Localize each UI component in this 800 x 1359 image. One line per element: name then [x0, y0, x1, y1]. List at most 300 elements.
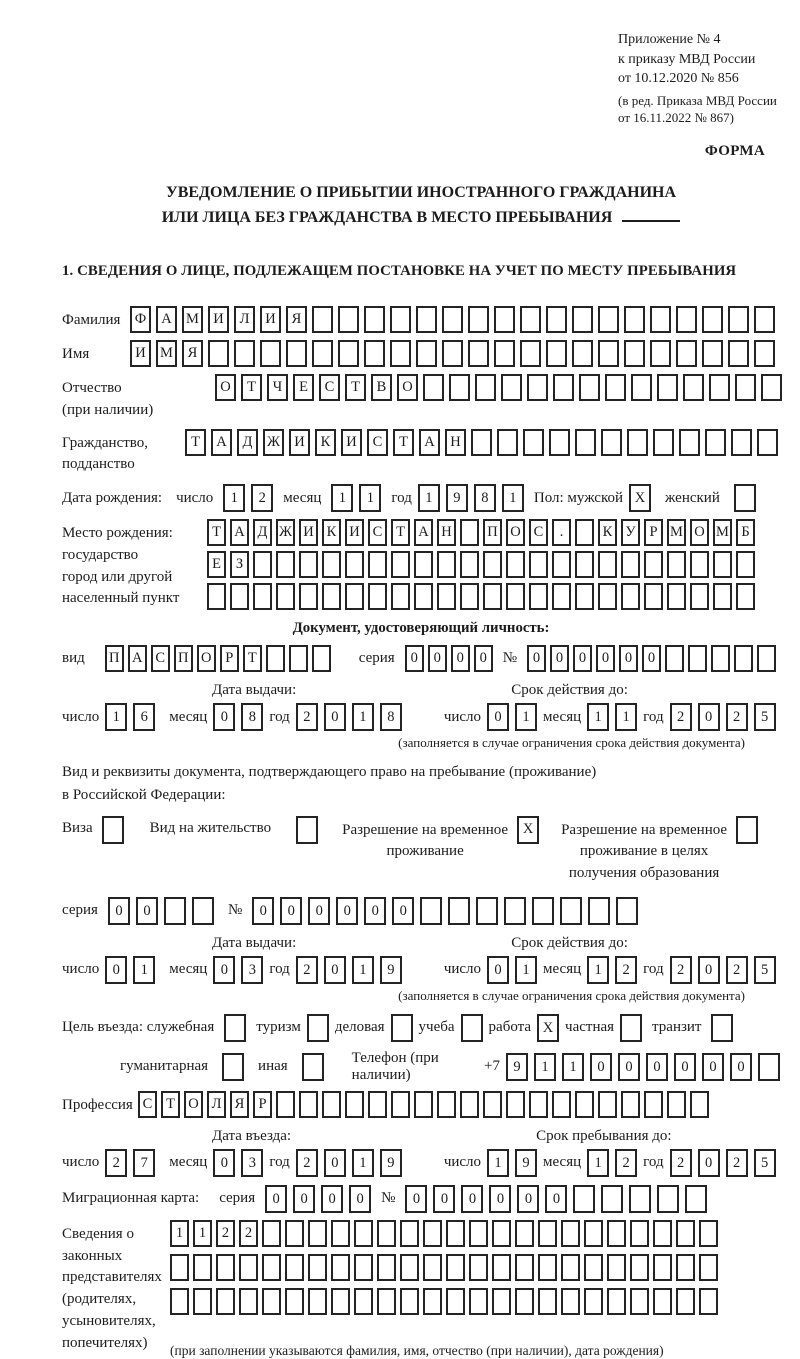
- char-cell[interactable]: [368, 583, 387, 610]
- char-cell[interactable]: М: [667, 519, 686, 546]
- char-cell[interactable]: [338, 340, 359, 367]
- char-cell[interactable]: 2: [216, 1220, 235, 1247]
- char-cell[interactable]: [262, 1220, 281, 1247]
- char-cell[interactable]: 0: [324, 703, 346, 731]
- char-cell[interactable]: [699, 1220, 718, 1247]
- char-cell[interactable]: 3: [241, 1149, 263, 1177]
- char-cell[interactable]: И: [289, 429, 310, 456]
- char-cell[interactable]: [731, 429, 752, 456]
- char-cell[interactable]: [690, 583, 709, 610]
- char-cell[interactable]: [538, 1288, 557, 1315]
- char-cell[interactable]: Т: [391, 519, 410, 546]
- char-cell[interactable]: [575, 583, 594, 610]
- char-cell[interactable]: С: [138, 1091, 157, 1118]
- char-cell[interactable]: Я: [182, 340, 203, 367]
- char-cell[interactable]: [735, 374, 756, 401]
- char-cell[interactable]: [377, 1288, 396, 1315]
- char-cell[interactable]: М: [156, 340, 177, 367]
- char-cell[interactable]: 9: [515, 1149, 537, 1177]
- char-cell[interactable]: [709, 374, 730, 401]
- char-cell[interactable]: [630, 1254, 649, 1281]
- char-cell[interactable]: И: [208, 306, 229, 333]
- char-cell[interactable]: [616, 897, 638, 925]
- char-cell[interactable]: [546, 340, 567, 367]
- char-cell[interactable]: 2: [296, 703, 318, 731]
- char-cell[interactable]: [193, 1288, 212, 1315]
- char-cell[interactable]: [299, 551, 318, 578]
- char-cell[interactable]: 1: [418, 484, 440, 512]
- char-cell[interactable]: П: [483, 519, 502, 546]
- char-cell[interactable]: 0: [308, 897, 330, 925]
- char-cell[interactable]: [653, 429, 674, 456]
- char-cell[interactable]: Л: [207, 1091, 226, 1118]
- char-cell[interactable]: 8: [474, 484, 496, 512]
- char-cell[interactable]: Я: [230, 1091, 249, 1118]
- char-cell[interactable]: [193, 1254, 212, 1281]
- char-cell[interactable]: И: [130, 340, 151, 367]
- char-cell[interactable]: 1: [487, 1149, 509, 1177]
- char-cell[interactable]: [761, 374, 782, 401]
- char-cell[interactable]: [448, 897, 470, 925]
- char-cell[interactable]: [529, 583, 548, 610]
- char-cell[interactable]: О: [690, 519, 709, 546]
- char-cell[interactable]: [561, 1220, 580, 1247]
- char-cell[interactable]: [621, 551, 640, 578]
- char-cell[interactable]: 2: [670, 956, 692, 984]
- char-cell[interactable]: [437, 583, 456, 610]
- char-cell[interactable]: 1: [515, 703, 537, 731]
- char-cell[interactable]: [607, 1220, 626, 1247]
- char-cell[interactable]: [442, 340, 463, 367]
- char-cell[interactable]: [711, 645, 730, 672]
- char-cell[interactable]: [685, 1185, 707, 1213]
- char-cell[interactable]: [494, 306, 515, 333]
- char-cell[interactable]: 2: [615, 956, 637, 984]
- char-cell[interactable]: Д: [253, 519, 272, 546]
- char-cell[interactable]: [657, 1185, 679, 1213]
- char-cell[interactable]: С: [529, 519, 548, 546]
- char-cell[interactable]: 0: [527, 645, 546, 672]
- char-cell[interactable]: [207, 583, 226, 610]
- char-cell[interactable]: Т: [243, 645, 262, 672]
- char-cell[interactable]: [391, 551, 410, 578]
- char-cell[interactable]: [331, 1288, 350, 1315]
- char-cell[interactable]: [598, 583, 617, 610]
- char-cell[interactable]: Ф: [130, 306, 151, 333]
- char-cell[interactable]: 0: [618, 1053, 640, 1081]
- char-cell[interactable]: [676, 340, 697, 367]
- char-cell[interactable]: [471, 429, 492, 456]
- char-cell[interactable]: 0: [213, 956, 235, 984]
- char-cell[interactable]: Н: [445, 429, 466, 456]
- char-cell[interactable]: [754, 340, 775, 367]
- char-cell[interactable]: [627, 429, 648, 456]
- char-cell[interactable]: [253, 551, 272, 578]
- char-cell[interactable]: [561, 1288, 580, 1315]
- char-cell[interactable]: [667, 1091, 686, 1118]
- char-cell[interactable]: 0: [293, 1185, 315, 1213]
- char-cell[interactable]: 1: [331, 484, 353, 512]
- char-cell[interactable]: [420, 897, 442, 925]
- char-cell[interactable]: [345, 1091, 364, 1118]
- char-cell[interactable]: [414, 551, 433, 578]
- char-cell[interactable]: [575, 1091, 594, 1118]
- char-cell[interactable]: [644, 551, 663, 578]
- char-cell[interactable]: 2: [726, 703, 748, 731]
- char-cell[interactable]: А: [156, 306, 177, 333]
- char-cell[interactable]: 0: [324, 1149, 346, 1177]
- char-cell[interactable]: [312, 340, 333, 367]
- char-cell[interactable]: [736, 816, 758, 844]
- char-cell[interactable]: [299, 583, 318, 610]
- char-cell[interactable]: [468, 306, 489, 333]
- char-cell[interactable]: 1: [615, 703, 637, 731]
- char-cell[interactable]: [650, 306, 671, 333]
- char-cell[interactable]: [289, 645, 308, 672]
- char-cell[interactable]: [688, 645, 707, 672]
- char-cell[interactable]: [621, 583, 640, 610]
- char-cell[interactable]: [653, 1220, 672, 1247]
- char-cell[interactable]: 0: [698, 1149, 720, 1177]
- char-cell[interactable]: [757, 645, 776, 672]
- char-cell[interactable]: [442, 306, 463, 333]
- char-cell[interactable]: [630, 1220, 649, 1247]
- char-cell[interactable]: [736, 583, 755, 610]
- char-cell[interactable]: [515, 1220, 534, 1247]
- char-cell[interactable]: [538, 1220, 557, 1247]
- char-cell[interactable]: К: [322, 519, 341, 546]
- char-cell[interactable]: [598, 306, 619, 333]
- char-cell[interactable]: [469, 1288, 488, 1315]
- char-cell[interactable]: [699, 1254, 718, 1281]
- char-cell[interactable]: 0: [619, 645, 638, 672]
- char-cell[interactable]: [377, 1220, 396, 1247]
- char-cell[interactable]: Т: [393, 429, 414, 456]
- char-cell[interactable]: 1: [534, 1053, 556, 1081]
- char-cell[interactable]: [515, 1254, 534, 1281]
- char-cell[interactable]: [446, 1220, 465, 1247]
- char-cell[interactable]: [657, 374, 678, 401]
- char-cell[interactable]: Ж: [276, 519, 295, 546]
- char-cell[interactable]: 0: [336, 897, 358, 925]
- char-cell[interactable]: П: [174, 645, 193, 672]
- char-cell[interactable]: [546, 306, 567, 333]
- char-cell[interactable]: [494, 340, 515, 367]
- char-cell[interactable]: У: [621, 519, 640, 546]
- char-cell[interactable]: А: [128, 645, 147, 672]
- char-cell[interactable]: 8: [380, 703, 402, 731]
- char-cell[interactable]: [631, 374, 652, 401]
- char-cell[interactable]: [483, 583, 502, 610]
- char-cell[interactable]: [354, 1288, 373, 1315]
- char-cell[interactable]: [345, 551, 364, 578]
- char-cell[interactable]: [529, 1091, 548, 1118]
- char-cell[interactable]: [607, 1288, 626, 1315]
- char-cell[interactable]: Я: [286, 306, 307, 333]
- char-cell[interactable]: [621, 1091, 640, 1118]
- char-cell[interactable]: [400, 1288, 419, 1315]
- char-cell[interactable]: [575, 429, 596, 456]
- char-cell[interactable]: [391, 583, 410, 610]
- char-cell[interactable]: [497, 429, 518, 456]
- char-cell[interactable]: [299, 1091, 318, 1118]
- char-cell[interactable]: И: [345, 519, 364, 546]
- char-cell[interactable]: 1: [587, 1149, 609, 1177]
- char-cell[interactable]: 0: [698, 703, 720, 731]
- char-cell[interactable]: 0: [321, 1185, 343, 1213]
- char-cell[interactable]: 0: [213, 1149, 235, 1177]
- char-cell[interactable]: [579, 374, 600, 401]
- char-cell[interactable]: [276, 1091, 295, 1118]
- char-cell[interactable]: З: [230, 551, 249, 578]
- char-cell[interactable]: [308, 1220, 327, 1247]
- char-cell[interactable]: [262, 1254, 281, 1281]
- char-cell[interactable]: [629, 1185, 651, 1213]
- char-cell[interactable]: [423, 1220, 442, 1247]
- char-cell[interactable]: [575, 551, 594, 578]
- char-cell[interactable]: 1: [515, 956, 537, 984]
- char-cell[interactable]: Т: [207, 519, 226, 546]
- char-cell[interactable]: Т: [241, 374, 262, 401]
- char-cell[interactable]: М: [182, 306, 203, 333]
- char-cell[interactable]: [711, 1014, 733, 1042]
- char-cell[interactable]: [492, 1254, 511, 1281]
- char-cell[interactable]: 0: [461, 1185, 483, 1213]
- char-cell[interactable]: 0: [392, 897, 414, 925]
- char-cell[interactable]: [262, 1288, 281, 1315]
- char-cell[interactable]: К: [315, 429, 336, 456]
- char-cell[interactable]: [520, 340, 541, 367]
- char-cell[interactable]: С: [151, 645, 170, 672]
- char-cell[interactable]: 3: [241, 956, 263, 984]
- char-cell[interactable]: Б: [736, 519, 755, 546]
- char-cell[interactable]: [460, 1091, 479, 1118]
- char-cell[interactable]: 1: [170, 1220, 189, 1247]
- char-cell[interactable]: [728, 306, 749, 333]
- char-cell[interactable]: [222, 1053, 244, 1081]
- char-cell[interactable]: [416, 306, 437, 333]
- char-cell[interactable]: [676, 1220, 695, 1247]
- char-cell[interactable]: 6: [133, 703, 155, 731]
- char-cell[interactable]: [736, 551, 755, 578]
- char-cell[interactable]: [598, 1091, 617, 1118]
- char-cell[interactable]: [532, 897, 554, 925]
- char-cell[interactable]: 0: [487, 956, 509, 984]
- char-cell[interactable]: [758, 1053, 780, 1081]
- char-cell[interactable]: [345, 583, 364, 610]
- char-cell[interactable]: О: [215, 374, 236, 401]
- char-cell[interactable]: [667, 551, 686, 578]
- char-cell[interactable]: [170, 1254, 189, 1281]
- char-cell[interactable]: [391, 1091, 410, 1118]
- char-cell[interactable]: [364, 340, 385, 367]
- char-cell[interactable]: [506, 1091, 525, 1118]
- char-cell[interactable]: [285, 1220, 304, 1247]
- char-cell[interactable]: М: [713, 519, 732, 546]
- char-cell[interactable]: Е: [293, 374, 314, 401]
- char-cell[interactable]: 0: [433, 1185, 455, 1213]
- char-cell[interactable]: [331, 1254, 350, 1281]
- char-cell[interactable]: [208, 340, 229, 367]
- char-cell[interactable]: 0: [428, 645, 447, 672]
- char-cell[interactable]: [667, 583, 686, 610]
- char-cell[interactable]: [285, 1288, 304, 1315]
- char-cell[interactable]: В: [371, 374, 392, 401]
- char-cell[interactable]: И: [260, 306, 281, 333]
- char-cell[interactable]: [423, 1288, 442, 1315]
- char-cell[interactable]: [331, 1220, 350, 1247]
- char-cell[interactable]: [364, 306, 385, 333]
- char-cell[interactable]: [230, 583, 249, 610]
- char-cell[interactable]: 1: [587, 956, 609, 984]
- char-cell[interactable]: [286, 340, 307, 367]
- char-cell[interactable]: 2: [615, 1149, 637, 1177]
- char-cell[interactable]: X: [537, 1014, 559, 1042]
- char-cell[interactable]: А: [211, 429, 232, 456]
- char-cell[interactable]: Е: [207, 551, 226, 578]
- char-cell[interactable]: 0: [730, 1053, 752, 1081]
- char-cell[interactable]: [690, 551, 709, 578]
- char-cell[interactable]: Р: [644, 519, 663, 546]
- char-cell[interactable]: 2: [251, 484, 273, 512]
- char-cell[interactable]: [552, 1091, 571, 1118]
- char-cell[interactable]: [702, 340, 723, 367]
- char-cell[interactable]: 1: [193, 1220, 212, 1247]
- char-cell[interactable]: [683, 374, 704, 401]
- char-cell[interactable]: 2: [105, 1149, 127, 1177]
- char-cell[interactable]: [529, 551, 548, 578]
- char-cell[interactable]: 1: [223, 484, 245, 512]
- char-cell[interactable]: [192, 897, 214, 925]
- char-cell[interactable]: 5: [754, 1149, 776, 1177]
- char-cell[interactable]: К: [598, 519, 617, 546]
- char-cell[interactable]: 0: [646, 1053, 668, 1081]
- char-cell[interactable]: [461, 1014, 483, 1042]
- char-cell[interactable]: [601, 1185, 623, 1213]
- char-cell[interactable]: 1: [359, 484, 381, 512]
- char-cell[interactable]: [679, 429, 700, 456]
- char-cell[interactable]: И: [341, 429, 362, 456]
- char-cell[interactable]: 5: [754, 956, 776, 984]
- char-cell[interactable]: [170, 1288, 189, 1315]
- char-cell[interactable]: [475, 374, 496, 401]
- char-cell[interactable]: [734, 484, 756, 512]
- char-cell[interactable]: [307, 1014, 329, 1042]
- char-cell[interactable]: [368, 551, 387, 578]
- char-cell[interactable]: [460, 551, 479, 578]
- char-cell[interactable]: [506, 551, 525, 578]
- char-cell[interactable]: [423, 1254, 442, 1281]
- char-cell[interactable]: [312, 306, 333, 333]
- char-cell[interactable]: [630, 1288, 649, 1315]
- char-cell[interactable]: 8: [241, 703, 263, 731]
- char-cell[interactable]: [285, 1254, 304, 1281]
- char-cell[interactable]: [676, 306, 697, 333]
- char-cell[interactable]: Р: [220, 645, 239, 672]
- char-cell[interactable]: [690, 1091, 709, 1118]
- char-cell[interactable]: 2: [726, 1149, 748, 1177]
- char-cell[interactable]: [469, 1254, 488, 1281]
- char-cell[interactable]: [368, 1091, 387, 1118]
- char-cell[interactable]: [483, 551, 502, 578]
- char-cell[interactable]: Ч: [267, 374, 288, 401]
- char-cell[interactable]: [676, 1288, 695, 1315]
- char-cell[interactable]: [414, 583, 433, 610]
- char-cell[interactable]: 0: [487, 703, 509, 731]
- char-cell[interactable]: 0: [517, 1185, 539, 1213]
- char-cell[interactable]: [605, 374, 626, 401]
- char-cell[interactable]: 0: [596, 645, 615, 672]
- char-cell[interactable]: О: [397, 374, 418, 401]
- char-cell[interactable]: [713, 551, 732, 578]
- char-cell[interactable]: [665, 645, 684, 672]
- char-cell[interactable]: [601, 429, 622, 456]
- char-cell[interactable]: [266, 645, 285, 672]
- char-cell[interactable]: О: [197, 645, 216, 672]
- char-cell[interactable]: [449, 374, 470, 401]
- char-cell[interactable]: А: [414, 519, 433, 546]
- char-cell[interactable]: [164, 897, 186, 925]
- char-cell[interactable]: [390, 340, 411, 367]
- char-cell[interactable]: 0: [451, 645, 470, 672]
- char-cell[interactable]: [446, 1254, 465, 1281]
- char-cell[interactable]: 1: [587, 703, 609, 731]
- char-cell[interactable]: [446, 1288, 465, 1315]
- char-cell[interactable]: [354, 1220, 373, 1247]
- char-cell[interactable]: [676, 1254, 695, 1281]
- char-cell[interactable]: П: [105, 645, 124, 672]
- char-cell[interactable]: 1: [105, 703, 127, 731]
- char-cell[interactable]: [607, 1254, 626, 1281]
- char-cell[interactable]: [527, 374, 548, 401]
- char-cell[interactable]: [302, 1053, 324, 1081]
- char-cell[interactable]: 2: [296, 1149, 318, 1177]
- char-cell[interactable]: Л: [234, 306, 255, 333]
- char-cell[interactable]: [504, 897, 526, 925]
- char-cell[interactable]: 0: [550, 645, 569, 672]
- char-cell[interactable]: [506, 583, 525, 610]
- char-cell[interactable]: [561, 1254, 580, 1281]
- char-cell[interactable]: [276, 551, 295, 578]
- char-cell[interactable]: [276, 583, 295, 610]
- char-cell[interactable]: [584, 1288, 603, 1315]
- char-cell[interactable]: 1: [133, 956, 155, 984]
- char-cell[interactable]: [216, 1288, 235, 1315]
- char-cell[interactable]: [650, 340, 671, 367]
- char-cell[interactable]: .: [552, 519, 571, 546]
- char-cell[interactable]: 2: [670, 703, 692, 731]
- char-cell[interactable]: [713, 583, 732, 610]
- char-cell[interactable]: [322, 1091, 341, 1118]
- char-cell[interactable]: [468, 340, 489, 367]
- char-cell[interactable]: [390, 306, 411, 333]
- char-cell[interactable]: 0: [474, 645, 493, 672]
- char-cell[interactable]: 1: [502, 484, 524, 512]
- char-cell[interactable]: [492, 1288, 511, 1315]
- char-cell[interactable]: 0: [405, 645, 424, 672]
- char-cell[interactable]: [552, 551, 571, 578]
- char-cell[interactable]: О: [506, 519, 525, 546]
- char-cell[interactable]: [624, 306, 645, 333]
- char-cell[interactable]: [437, 1091, 456, 1118]
- char-cell[interactable]: А: [419, 429, 440, 456]
- char-cell[interactable]: [483, 1091, 502, 1118]
- char-cell[interactable]: [239, 1254, 258, 1281]
- char-cell[interactable]: [699, 1288, 718, 1315]
- char-cell[interactable]: С: [367, 429, 388, 456]
- char-cell[interactable]: X: [629, 484, 651, 512]
- char-cell[interactable]: 0: [674, 1053, 696, 1081]
